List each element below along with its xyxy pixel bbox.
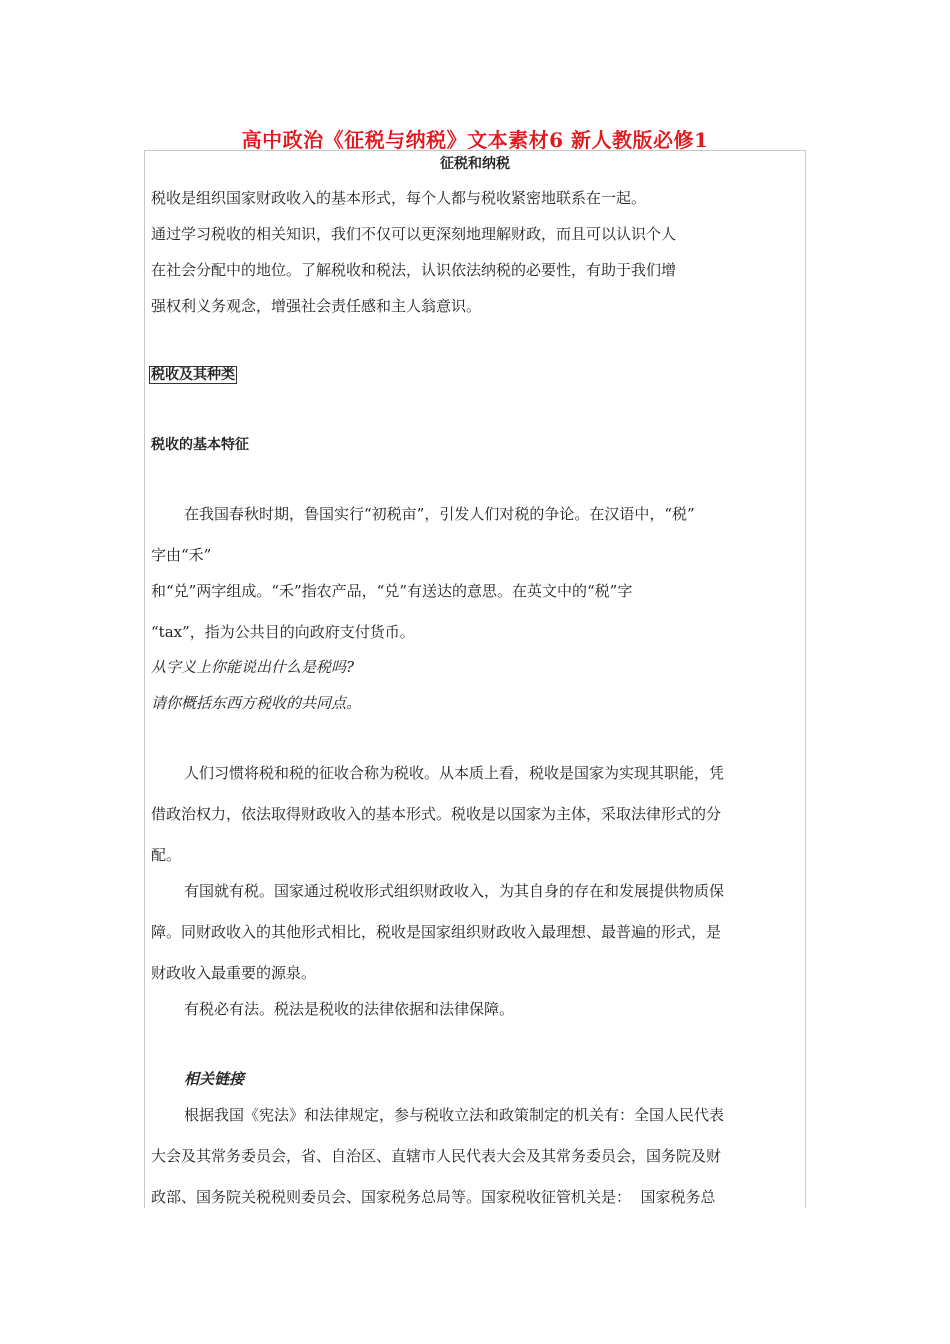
story-line: 字由“禾”	[151, 546, 212, 564]
body-line: 配。	[151, 846, 182, 864]
story-line: 在我国春秋时期，鲁国实行“初税亩”，引发人们对税的争论。在汉语中，“税”	[184, 505, 695, 523]
link-body-line: 根据我国《宪法》和法律规定，参与税收立法和政策制定的机关有：全国人民代表	[184, 1106, 725, 1124]
intro-line: 在社会分配中的地位。了解税收和税法，认识依法纳税的必要性，有助于我们增	[151, 261, 677, 279]
section-title: 税收及其种类	[151, 367, 235, 383]
body-line: 有税必有法。税法是税收的法律依据和法律保障。	[184, 1000, 515, 1018]
question-line: 从字义上你能说出什么是税吗?	[151, 658, 355, 676]
body-line: 障。同财政收入的其他形式相比，税收是国家组织财政收入最理想、最普遍的形式，是	[151, 923, 722, 941]
intro-line: 税收是组织国家财政收入的基本形式，每个人都与税收紧密地联系在一起。	[151, 189, 647, 207]
question-line: 请你概括东西方税收的共同点。	[151, 694, 362, 712]
link-body-line: 政部、国务院关税税则委员会、国家税务总局等。国家税收征管机关是： 国家税务总	[151, 1188, 716, 1206]
link-body-line: 大会及其常务委员会，省、自治区、直辖市人民代表大会及其常务委员会，国务院及财	[151, 1147, 722, 1165]
section-heading: 征税和纳税	[440, 156, 510, 172]
body-line: 人们习惯将税和税的征收合称为税收。从本质上看，税收是国家为实现其职能，凭	[184, 764, 725, 782]
body-line: 借政治权力，依法取得财政收入的基本形式。税收是以国家为主体，采取法律形式的分	[151, 805, 722, 823]
section-title-boxed	[149, 364, 237, 384]
intro-line: 通过学习税收的相关知识，我们不仅可以更深刻地理解财政，而且可以认识个人	[151, 225, 677, 243]
story-line: 和“兑”两字组成。“禾”指农产品，“兑”有送达的意思。在英文中的“税”字	[151, 582, 633, 600]
intro-line: 强权利义务观念，增强社会责任感和主人翁意识。	[151, 297, 482, 315]
document-title: 高中政治《征税与纳税》文本素材6 新人教版必修1	[241, 128, 709, 152]
body-line: 有国就有税。国家通过税收形式组织财政收入，为其自身的存在和发展提供物质保	[184, 882, 725, 900]
related-links-title: 相关链接	[184, 1070, 245, 1088]
body-line: 财政收入最重要的源泉。	[151, 964, 317, 982]
subsection-title: 税收的基本特征	[151, 437, 249, 453]
story-line: “tax”，指为公共目的向政府支付货币。	[151, 623, 415, 641]
